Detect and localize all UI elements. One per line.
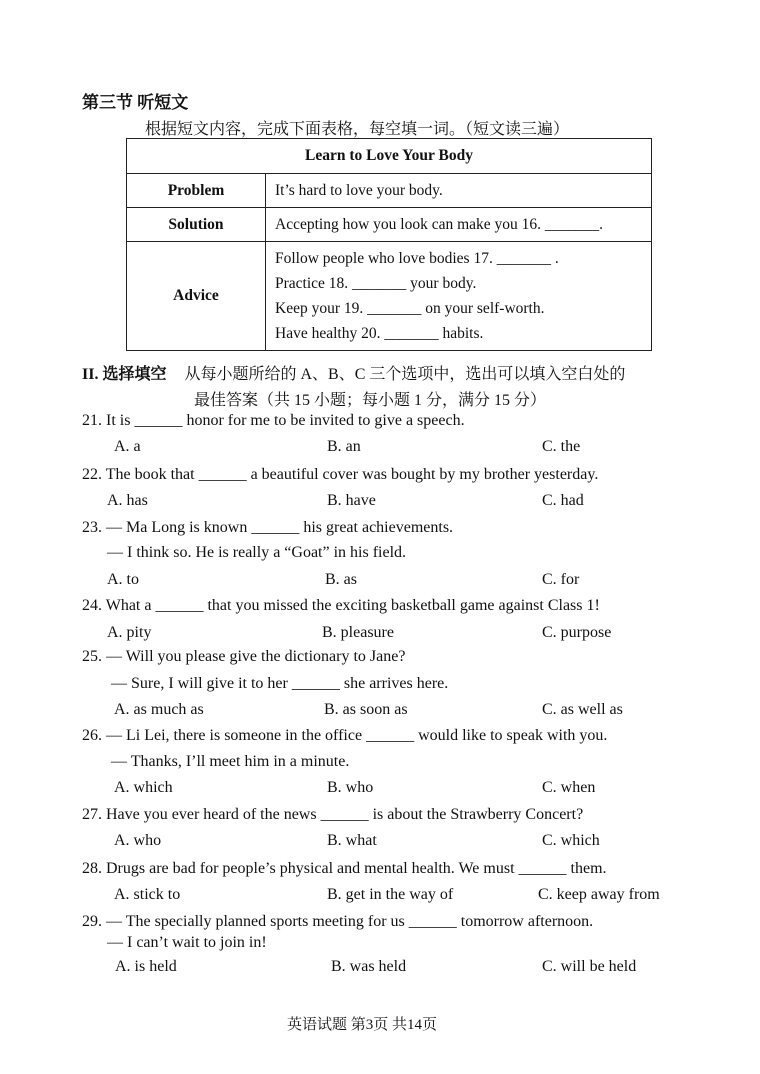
- option-a: A. as much as: [114, 701, 204, 718]
- row-label: Advice: [127, 242, 266, 351]
- option-c: C. for: [542, 571, 580, 588]
- table-row: [127, 208, 652, 242]
- option-c: C. as well as: [542, 701, 623, 718]
- row-label: Solution: [127, 208, 266, 242]
- part-title: II. 选择填空: [82, 366, 167, 383]
- table-title: Learn to Love Your Body: [127, 139, 652, 174]
- option-a: A. stick to: [114, 886, 181, 903]
- row-value: [266, 242, 652, 351]
- option-a: A. is held: [115, 958, 177, 975]
- question-stem: 25. — Will you please give the dictionary to Jane?: [82, 648, 406, 665]
- question-dialog-line: — Thanks, I’ll meet him in a minute.: [111, 753, 350, 770]
- option-b: B. have: [327, 492, 376, 509]
- option-a: A. which: [114, 779, 173, 796]
- question-stem: 29. — The specially planned sports meeting for us ______ tomorrow afternoon.: [82, 913, 594, 930]
- question-stem: 23. — Ma Long is known ______ his great achievements.: [82, 519, 454, 536]
- row-value: Accepting how you look can make you 16. _______.: [266, 208, 652, 242]
- option-c: C. when: [542, 779, 596, 796]
- row-label: Problem: [127, 174, 266, 208]
- option-b: B. get in the way of: [327, 886, 454, 903]
- page-footer: 英语试题 第3页 共14页: [287, 1017, 438, 1033]
- option-a: A. to: [107, 571, 139, 588]
- option-a: A. a: [114, 438, 141, 455]
- option-a: A. who: [114, 832, 162, 849]
- table-row: [127, 242, 652, 351]
- option-c: C. the: [542, 438, 581, 455]
- question-dialog-line: — Sure, I will give it to her ______ she arrives here.: [111, 675, 449, 692]
- option-b: B. as soon as: [324, 701, 408, 718]
- question-stem: 27. Have you ever heard of the news ______ is about the Strawberry Concert?: [82, 806, 584, 823]
- option-a: A. pity: [107, 624, 152, 641]
- question-dialog-line: — I can’t wait to join in!: [107, 934, 267, 951]
- advice-line: Keep your 19. _______ on your self-worth.: [275, 300, 545, 317]
- advice-line: Practice 18. _______ your body.: [275, 275, 477, 292]
- question-stem: 21. It is ______ honor for me to be invited to give a speech.: [82, 412, 465, 429]
- option-b: B. as: [325, 571, 357, 588]
- part-heading: [82, 361, 625, 384]
- section-instruction: 根据短文内容，完成下面表格，每空填一词。（短文读三遍）: [145, 121, 570, 138]
- option-c: C. which: [542, 832, 600, 849]
- table-row: [127, 174, 652, 208]
- option-a: A. has: [107, 492, 148, 509]
- option-b: B. what: [327, 832, 377, 849]
- advice-line: Have healthy 20. _______ habits.: [275, 325, 484, 342]
- question-stem: 24. What a ______ that you missed the exciting basketball game against Class 1!: [82, 597, 600, 614]
- option-c: C. keep away from: [538, 886, 660, 903]
- part-instruction: 从每小题所给的 A、B、C 三个选项中，选出可以填入空白处的: [184, 366, 626, 383]
- option-c: C. will be held: [542, 958, 637, 975]
- section-heading: 第三节 听短文: [82, 93, 189, 112]
- part-instruction-cont: 最佳答案（共 15 小题；每小题 1 分，满分 15 分）: [194, 392, 547, 409]
- question-stem: 22. The book that ______ a beautiful cover was bought by my brother yesterday.: [82, 466, 599, 483]
- option-b: B. pleasure: [322, 624, 394, 641]
- option-b: B. who: [327, 779, 374, 796]
- question-stem: 28. Drugs are bad for people’s physical and mental health. We must ______ them.: [82, 860, 607, 877]
- option-c: C. had: [542, 492, 584, 509]
- option-b: B. an: [327, 438, 361, 455]
- advice-line: Follow people who love bodies 17. _______ .: [275, 250, 559, 267]
- option-c: C. purpose: [542, 624, 612, 641]
- listening-table: [126, 138, 652, 351]
- question-stem: 26. — Li Lei, there is someone in the office ______ would like to speak with you.: [82, 727, 608, 744]
- option-b: B. was held: [331, 958, 407, 975]
- row-value: It’s hard to love your body.: [266, 174, 652, 208]
- question-dialog-line: — I think so. He is really a “Goat” in his field.: [107, 544, 407, 561]
